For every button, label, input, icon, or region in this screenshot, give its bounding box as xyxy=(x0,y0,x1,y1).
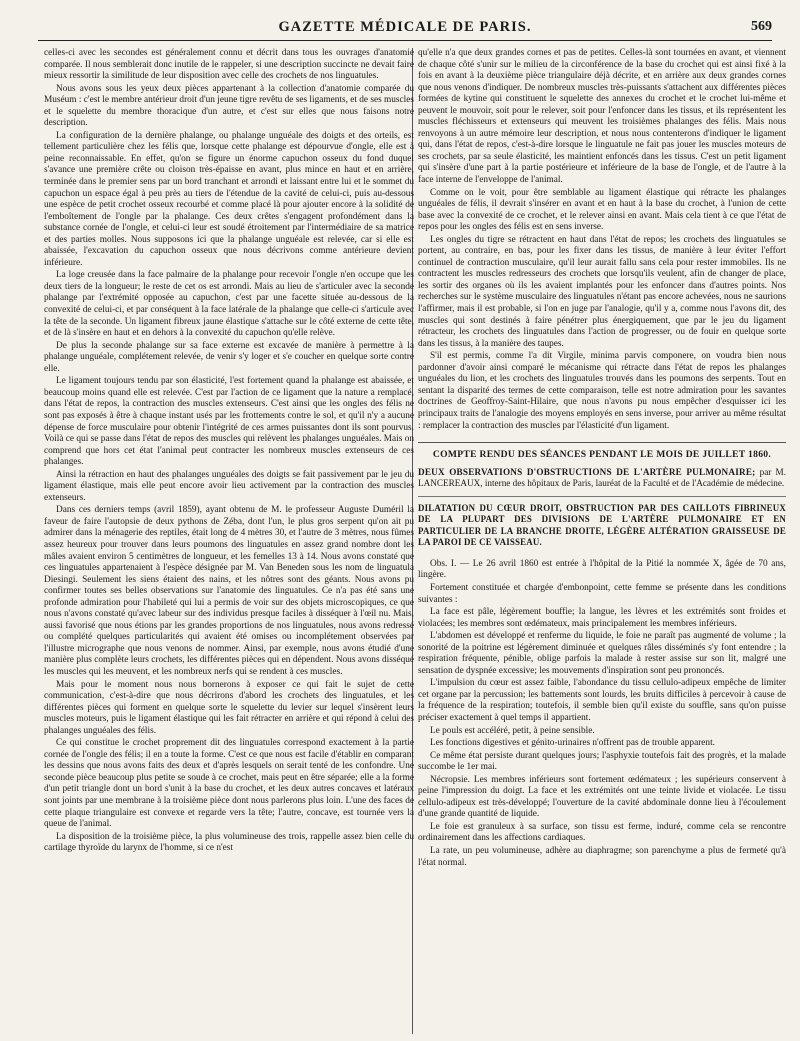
section-heading: COMPTE RENDU DES SÉANCES PENDANT LE MOIS DE JUILLET 1860. xyxy=(418,442,786,461)
paragraph: Nécropsie. Les membres inférieurs sont fortement œdémateux ; les supérieurs conservent à peine l'impression du doigt. La face et les extrémités ont une teinte livide et violacée. Le tissu cellulo-adipeux est très-développé; l'ouverture de la cavité abdominale donne lieu à l'écoulement d'une grande quantité de liquide. xyxy=(418,774,786,820)
article-title-caps: DEUX OBSERVATIONS D'OBSTRUCTIONS DE L'ARTÈRE PULMONAIRE; xyxy=(418,466,756,477)
paragraph: Comme on le voit, pour être semblable au ligament élastique qui rétracte les phalanges unguéales de félis, il devrait s'insérer en avant et en haut à la base du crochet, à l'union de cette base avec la convexité de ce crochet, et le relever ainsi en avant. Mais cela tient à ce que l'état de repos pour les ongles des félis est en sens inverse. xyxy=(418,187,786,233)
page-header xyxy=(38,14,772,41)
right-column xyxy=(418,48,786,1034)
paragraph: Ainsi la rétraction en haut des phalanges unguéales des doigts se fait passivement par le jeu du ligament élastique, mais elle peut encore avoir lieu activement par la contraction des muscles extenseurs. xyxy=(44,469,414,503)
paragraph: La configuration de la dernière phalange, ou phalange unguéale des doigts et des orteils, est tellement particulière chez les félis que, lorsque cette phalange est dépourvue d'ongle, elle est à peine reconnaissable. En effet, qu'on se figure un énorme capuchon osseux du fond duquel s'avance une première crête ou cloison très-épaisse en avant, plus mince en haut et en arrière, terminée dans le premier sens par un bord tranchant et arrondi et laissant entre lui et le sommet du capuchon un espace égal à peu près au tiers de l'étendue de la cavité de celui-ci, puis au-dessous une espèce de petit crochet osseux recourbé et comme placé là pour ajouter encore à la solidité de l'emboîtement de l'ongle par la phalange. Ces deux crêtes s'engagent profondément dans la substance cornée de l'ongle, et celui-ci leur est soudé étroitement par l'intermédiaire de sa matrice et des parties molles. Nous supposons ici que la phalange unguéale est relevée, car si elle est abaissée, l'excavation du capuchon osseux que nous décrivons comme antérieure devient inférieure. xyxy=(44,130,414,268)
paragraph: Mais pour le moment nous nous bornerons à exposer ce qui fait le sujet de cette communication, c'est-à-dire que nous décrirons d'abord les crochets des linguatules, et les différentes pièces qui forment en quelque sorte le squelette du levier sur lequel s'insèrent leurs muscles moteurs, puis le ligament élastique qui les fait rétracter en arrière et qui répond à celui des phalanges unguéales des félis. xyxy=(44,679,414,736)
paragraph: L'impulsion du cœur est assez faible, l'abondance du tissu cellulo-adipeux empêche de limiter cet organe par la percussion; les battements sont lourds, les bruits difficiles à percevoir à cause de la fréquence de la respiration; toutefois, il semble bien qu'il existe du souffle, sans qu'on puisse préciser exactement à quel temps il appartient. xyxy=(418,678,786,723)
paragraph: Obs. I. — Le 26 avril 1860 est entrée à l'hôpital de la Pitié la nommée X, âgée de 70 ans, lingère. xyxy=(418,558,786,581)
observation-title: DILATATION DU CŒUR DROIT, OBSTRUCTION PAR DES CAILLOTS FIBRINEUX DE LA PLUPART DES DIVISIONS DE L'ARTÈRE PULMONAIRE ET EN PARTICULIER DE LA BRANCHE DROITE, LÉGÈRE ALTÉRATION GRAISSEUSE DE LA PAROI DE CE VAISSEAU. xyxy=(418,496,786,549)
left-column xyxy=(44,48,414,1034)
paragraph: De plus la seconde phalange sur sa face externe est excavée de manière à permettre à la phalange unguéale, complétement relevée, de venir s'y loger et s'e coucher en quelque sorte contre elle. xyxy=(44,340,414,374)
paragraph: La rate, un peu volumineuse, adhère au diaphragme; son parenchyme a plus de fermeté qu'à l'état normal. xyxy=(418,846,786,868)
paragraph: La disposition de la troisième pièce, la plus volumineuse des trois, rappelle assez bien celle du cartilage thyroïde du larynx de l'homme, si ce n'est xyxy=(44,831,414,854)
paragraph: Fortement constituée et chargée d'embonpoint, cette femme se présente dans les conditions suivantes : xyxy=(418,582,786,605)
article-author: par M. LANCEREAUX, interne des hôpitaux de Paris, lauréat de la Faculté et de l'Académie de médecine. xyxy=(418,466,786,489)
paragraph: Les fonctions digestives et génito-urinaires n'offrent pas de trouble apparent. xyxy=(430,738,715,749)
paragraph: Les ongles du tigre se rétractent en haut dans l'état de repos; les crochets des linguatules se portent, au contraire, en bas, pour les fixer dans les tissus, de manière à leur éviter l'effort continuel de contraction musculaire, qu'il leur aurait fallu sans cela pour rester immobiles. Ils ne contractent les muscles redresseurs des crochets que lorsqu'ils veulent, afin de changer de place, les sortir des organes où ils les avaient implantés pour les enfoncer dans d'autres points. Nos recherches sur le système musculaire des linguatules n'étant pas encore achevées, nous ne saurions l'affirmer, mais il est probable, si l'on en juge par l'analogie, qu'il y a, comme nous l'avons dit, des muscles qui sont destinés à faire pénétrer plus énergiquement, que par le jeu du ligament rétracteur, les crochets des linguatules dans l'action de progresser, ou de fouir en quelque sorte dans les tissus, à la manière des taupes. xyxy=(418,234,786,349)
article-title xyxy=(418,467,786,490)
paragraph: Ce même état persiste durant quelques jours; l'asphyxie toutefois fait des progrès, et la malade succombe le 1er mai. xyxy=(418,750,786,773)
paragraph: Le ligament toujours tendu par son élasticité, l'est fortement quand la phalange est abaissée, et beaucoup moins quand elle est relevée. C'est par l'action de ce ligament que la nature a remplacé, dans l'état de repos, la contraction des muscles extenseurs. C'est ainsi que les ongles des félis ne sont pas exposés à être à chaque instant usés par les frottements contre le sol, et qu'il n'y a aucune dépense de force musculaire pour obtenir l'intégrité de ces armes puissantes dont ils sont pourvus. Voilà ce qui se passe dans l'état de repos des muscles qui relèvent les phalanges unguéales. Mais on comprend que hors cet état l'animal peut contracter les nombreux muscles extenseurs de ces phalanges. xyxy=(44,376,414,468)
paragraph: qu'elle n'a que deux grandes cornes et pas de petites. Celles-là sont tournées en avant, et viennent de chaque côté s'unir sur le milieu de la circonférence de la base du crochet qui est ainsi fixé à la fois en avant à la deuxième pièce triangulaire déjà décrite, et en arrière aux deux grandes cornes que nous venons d'indiquer. De nombreux muscles très-puissants s'attachent aux différentes pièces formées de kytine qui constituent le squelette des annexes du crochet et le crochet lui-même et peuvent le mouvoir, soit pour le relever, soit pour l'enfoncer dans les tissus, et ils représentent les muscles fléchisseurs et extenseurs qui meuvent les troisièmes phalanges des félis. Mais nous renvoyons à un autre mémoire leur description, et nous nous contenterons d'indiquer le ligament qui, dans l'état de repos, c'est-à-dire lorsque le linguatule ne fait pas jouer les muscles moteurs de ses crochets, par sa seule élasticité, les maintient enfoncés dans les tissus. C'est un petit ligament qui s'insère d'une part à la partie postérieure et inférieure de la base de l'ongle, et de l'autre à la face interne de l'enveloppe de l'animal. xyxy=(418,48,786,186)
paragraph: S'il est permis, comme l'a dit Virgile, minima parvis componere, on voudra bien nous pardonner d'avoir ainsi comparé le mécanisme qui rétracte dans l'état de repos les phalanges unguéales du lion, et les crochets des linguatules trouvés dans les poumons des serpents. Tout en sentant la disparité des termes de cette comparaison, telle est notre admiration pour les savantes doctrines de Geoffroy-Saint-Hilaire, que nous n'avons pu nous empêcher d'esquisser ici les principaux traits de l'analogie des moyens employés en sens inverse, pour arriver au même résultat : remplacer la contraction des muscles par l'élasticité d'un ligament. xyxy=(418,351,786,431)
paragraph: La loge creusée dans la face palmaire de la phalange pour recevoir l'ongle n'en occupe que les deux tiers de la longueur; le reste de cet os est arrondi. Mais au lieu de s'articuler avec la seconde phalange par l'extrémité opposée au capuchon, c'est par une facette située au-dessous de la convexité de celui-ci, et par conséquent à la face latérale de la phalange que celle-ci s'articule avec la tête de la seconde. Un ligament fibreux jaune élastique s'attache sur le côté externe de cette tête, et de là s'insère en haut et en dehors à la convexité du capuchon qu'elle relève. xyxy=(44,270,414,339)
paragraph: L'abdomen est développé et renferme du liquide, le foie ne paraît pas augmenté de volume ; la sonorité de la poitrine est légèrement diminuée et quelques râles disséminés s'y font entendre ; la respiration fréquente, pénible, oblige parfois la malade à rester assise sur son lit, malgré une sensation de dyspnée excessive; les mouvements d'inspiration sont peu prononcés. xyxy=(418,631,786,676)
page-number: 569 xyxy=(751,19,772,34)
paragraph: Nous avons sous les yeux deux pièces appartenant à la collection d'anatomie comparée du Muséum : c'est le membre antérieur droit d'un jeune tigre revêtu de ses ligaments, et de ses muscles et le squelette du membre thoracique d'un autre, et c'est sur elles que nous faisons notre description. xyxy=(44,83,414,129)
paragraph: La face est pâle, légèrement bouffie; la langue, les lèvres et les extrémités sont froides et violacées; les membres sont œdémateux, mais principalement les membres inférieurs. xyxy=(418,607,786,629)
journal-title: GAZETTE MÉDICALE DE PARIS. xyxy=(278,18,532,35)
paragraph: Le foie est granuleux à sa surface, son tissu est ferme, induré, comme cela se rencontre ordinairement dans les affections cardiaques. xyxy=(418,821,786,844)
paragraph: celles-ci avec les secondes est généralement connu et décrit dans tous les ouvrages d'anatomie comparée. Il nous semblerait donc inutile de le rappeler, si une description succincte ne devait faire mieux ressortir la similitude de leur disposition avec celle des crochets de nos linguatules. xyxy=(44,48,414,82)
paragraph: Ce qui constitue le crochet proprement dit des linguatules correspond exactement à la partie cornée de l'ongle des félis; il en a toute la forme. C'est ce que nous est facile d'établir en comparant les dessins que nous avons faits des deux et d'après lesquels on serait tenté de les confondre. Une seconde pièce beaucoup plus petite se soude à ce crochet, mais peut en être séparée; elle a la forme d'un petit triangle dont un bord s'unit à la base du crochet, et les deux autres concaves et latéraux sont joints par une membrane à la troisième pièce dont nous parlerons plus loin. L'une des faces de cette plaque triangulaire est convexe et regarde vers la tête; l'autre, concave, est tournée vers la queue de l'animal. xyxy=(44,738,414,830)
paragraph: Le pouls est accéléré, petit, à peine sensible. xyxy=(430,725,595,736)
paragraph: Dans ces derniers temps (avril 1859), ayant obtenu de M. le professeur Auguste Duméril la faveur de faire l'autopsie de deux pythons de Zéba, dont l'un, le plus gros serpent qu'on ait pu admirer dans la ménagerie des reptiles, était long de 4 mètres 30, et l'autre de 3 mètres, nous fûmes assez heureux pour trouver dans leurs poumons des linguatules en assez grand nombre dont les mâles avaient environ 5 centimètres de longueur, et les femelles 13 à 14. Nous avons constaté que ces linguatules appartenaient à l'espèce désignée par M. Van Beneden sous les nom de linguatula Diesingi. Seulement les siens étaient des nains, et les nôtres sont des géants. Nous avons pu confirmer toutes ses belles observations sur l'anatomie des linguatules. Ce n'a pas été sans une profonde admiration pour l'habileté qui lui a permis de voir sur des objets microscopiques, ce que nous n'avons constaté qu'avec labeur sur des individus presque faciles à disséquer à l'œil nu. Mais, aussi favorisé que nous étions par les grandes proportions de nos linguatules, nous avons redressé ou complété quelques particularités qui avaient été omises ou incomplétement observées par l'illustre micrographe que nous venons de nommer. Ainsi, par exemple, nous avons étudié d'une manière plus complète leurs crochets, les différentes pièces qui en dépendent. Nous avons disséqué les muscles qui les meuvent, et les nombreux nerfs qui se rendent à ces muscles. xyxy=(44,505,414,677)
